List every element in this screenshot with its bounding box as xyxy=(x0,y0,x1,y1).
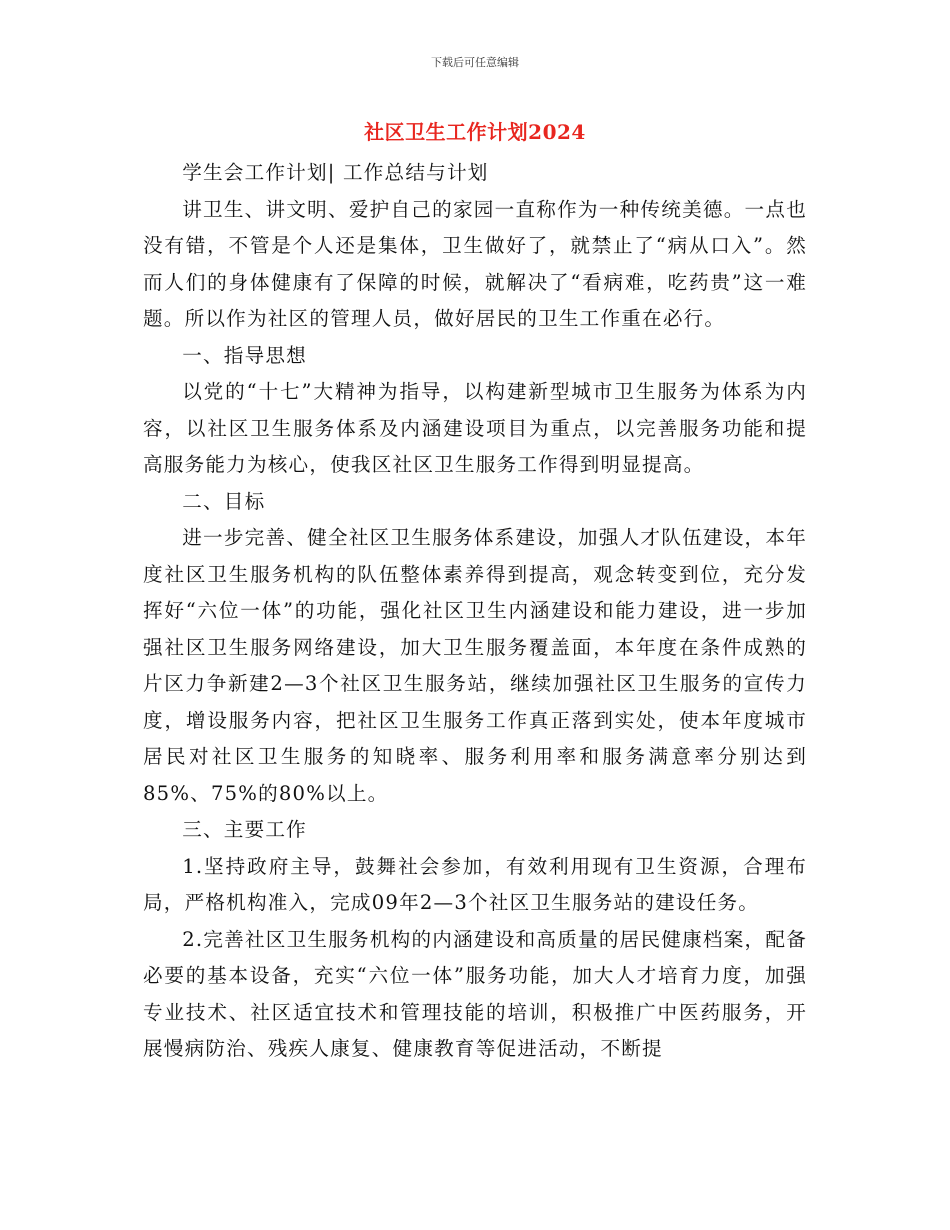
section-heading-goals: 二、目标 xyxy=(182,489,266,513)
section-heading-main-work: 三、主要工作 xyxy=(182,818,307,841)
main-work-item-2: 2.完善社区卫生服务机构的内涵建设和高质量的居民健康档案，配备必要的基本设备，充实“六位一体”服务功能，加大人才培育力度，加强专业技术、社区适宜技术和管理技能的培训，积极推广中医药服务，开展慢病防治、残疾人康复、健康教育等促进活动，不断提 xyxy=(143,927,807,1060)
intro-paragraph: 讲卫生、讲文明、爱护自己的家园一直称作为一种传统美德。一点也没有错，不管是个人还是集体，卫生做好了，就禁止了“病从口入”。然而人们的身体健康有了保障的时候，就解决了“看病难，吃药贵”这一难题。所以作为社区的管理人员，做好居民的卫生工作重在必行。 xyxy=(143,197,807,330)
section-heading-guiding-thought: 一、指导思想 xyxy=(182,343,307,367)
guiding-thought-paragraph: 以党的“十七”大精神为指导，以构建新型城市卫生服务为体系为内容，以社区卫生服务体系及内涵建设项目为重点，以完善服务功能和提高服务能力为核心，使我区社区卫生服务工作得到明显提高。 xyxy=(143,380,807,476)
subtitle-line: 学生会工作计划| 工作总结与计划 xyxy=(182,161,489,184)
document-title: 社区卫生工作计划2024 xyxy=(364,120,586,144)
document-body xyxy=(143,155,807,1068)
main-work-item-1: 1.坚持政府主导，鼓舞社会参加，有效利用现有卫生资源，合理布局，严格机构准入，完成09年2—3个社区卫生服务站的建设任务。 xyxy=(143,854,807,914)
goals-paragraph: 进一步完善、健全社区卫生服务体系建设，加强人才队伍建设，本年度社区卫生服务机构的队伍整体素养得到提高，观念转变到位，充分发挥好“六位一体”的功能，强化社区卫生内涵建设和能力建设，进一步加强社区卫生服务网络建设，加大卫生服务覆盖面，本年度在条件成熟的片区力争新建2—3个社区卫生服务站，继续加强社区卫生服务的宣传力度，增设服务内容，把社区卫生服务工作真正落到实处，使本年度城市居民对社区卫生服务的知晓率、服务利用率和服务满意率分别达到85%、75%的80%以上。 xyxy=(143,526,807,805)
header-note: 下载后可任意编辑 xyxy=(431,56,519,69)
